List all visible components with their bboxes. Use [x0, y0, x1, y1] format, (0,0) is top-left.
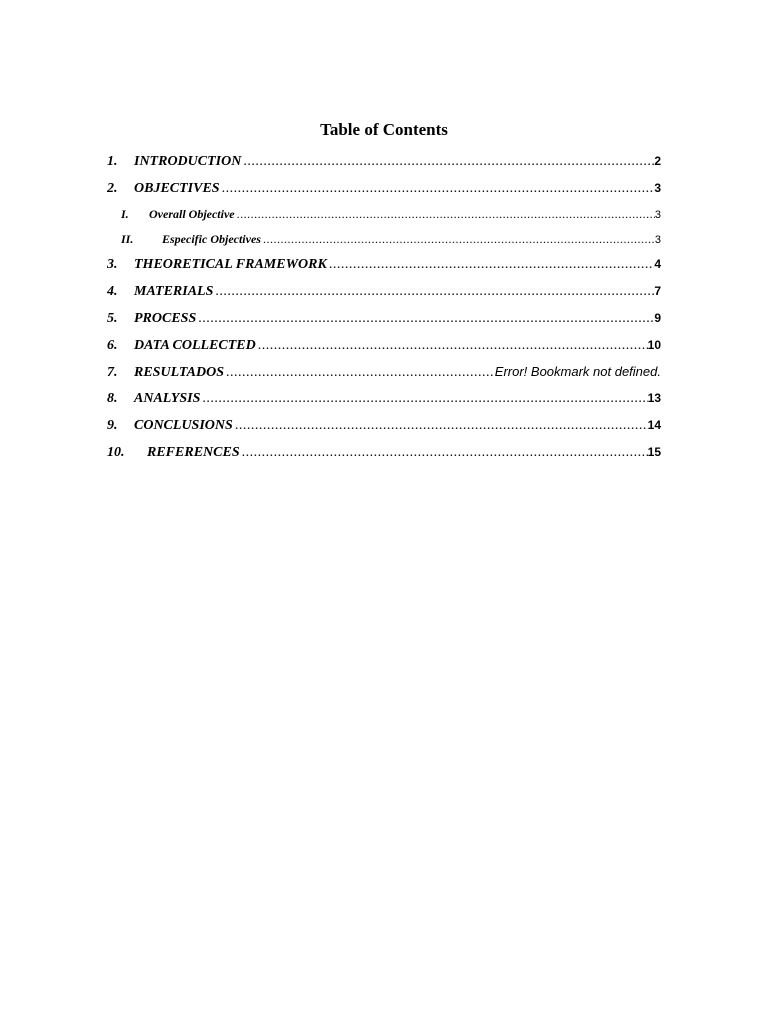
- toc-entry-number: 1.: [107, 154, 118, 169]
- toc-entry-label: Overall Objective: [149, 207, 235, 221]
- toc-entry-label: REFERENCES: [147, 445, 240, 460]
- toc-entry-page: 10: [647, 338, 661, 352]
- dot-leader: [235, 207, 655, 222]
- toc-entry-label: CONCLUSIONS: [134, 418, 233, 433]
- toc-entry-number: 2.: [107, 181, 118, 196]
- toc-title: Table of Contents: [320, 120, 448, 139]
- toc-entry-process[interactable]: [107, 311, 661, 331]
- toc-entry-analysis[interactable]: [107, 391, 661, 411]
- toc-entry-page: 13: [647, 391, 661, 405]
- toc-entry-page: 3: [654, 209, 661, 221]
- toc-entry-label: MATERIALS: [134, 284, 214, 299]
- toc-entry-number: 8.: [107, 391, 118, 406]
- toc-entry-page: 9: [654, 311, 661, 325]
- toc-entry-materials[interactable]: [107, 284, 661, 304]
- toc-entry-page: 7: [654, 284, 661, 298]
- toc-entry-label: OBJECTIVES: [134, 181, 220, 196]
- toc-entry-references[interactable]: [107, 445, 661, 465]
- toc-entry-especific-objectives[interactable]: [121, 232, 661, 252]
- toc-entry-label: THEORETICAL FRAMEWORK: [134, 257, 327, 272]
- toc-entry-page: 3: [654, 181, 661, 195]
- dot-leader: [240, 445, 648, 461]
- toc-entry-number: 5.: [107, 311, 118, 326]
- toc-entry-theoretical-framework[interactable]: [107, 257, 661, 277]
- toc-entry-error-message: Error! Bookmark not defined.: [494, 364, 661, 379]
- toc-entry-page: 14: [647, 418, 661, 432]
- toc-entry-number: I.: [121, 207, 129, 221]
- dot-leader: [200, 391, 647, 407]
- toc-entry-page: 4: [654, 257, 661, 271]
- dot-leader: [220, 181, 655, 197]
- toc-entry-page: 15: [647, 445, 661, 459]
- dot-leader: [241, 154, 654, 170]
- toc-entry-data-collected[interactable]: [107, 338, 661, 358]
- toc-entry-overall-objective[interactable]: [121, 207, 661, 227]
- toc-entry-label: PROCESS: [134, 311, 197, 326]
- toc-entry-number: II.: [121, 232, 134, 246]
- toc-entry-number: 6.: [107, 338, 118, 353]
- toc-entry-label: ANALYSIS: [134, 391, 201, 406]
- toc-entry-number: 10.: [107, 445, 125, 460]
- toc-entry-label: Especific Objectives: [162, 232, 261, 246]
- dot-leader: [196, 311, 654, 327]
- toc-entry-label: RESULTADOS: [134, 365, 224, 380]
- toc-entry-label: DATA COLLECTED: [134, 338, 256, 353]
- dot-leader: [261, 232, 655, 247]
- toc-entry-number: 7.: [107, 365, 118, 380]
- dot-leader: [233, 418, 648, 434]
- dot-leader: [224, 365, 495, 381]
- toc-entry-resultados[interactable]: [107, 364, 661, 384]
- dot-leader: [256, 338, 648, 354]
- toc-entry-introduction[interactable]: [107, 154, 661, 174]
- toc-entry-page: 3: [654, 234, 661, 246]
- toc-entry-number: 3.: [107, 257, 118, 272]
- toc-entry-number: 9.: [107, 418, 118, 433]
- toc-entry-number: 4.: [107, 284, 118, 299]
- dot-leader: [327, 257, 655, 273]
- toc-entry-conclusions[interactable]: [107, 418, 661, 438]
- toc-entry-label: INTRODUCTION: [134, 154, 242, 169]
- dot-leader: [213, 284, 654, 300]
- toc-entry-objectives[interactable]: [107, 181, 661, 201]
- toc-entry-page: 2: [654, 154, 661, 168]
